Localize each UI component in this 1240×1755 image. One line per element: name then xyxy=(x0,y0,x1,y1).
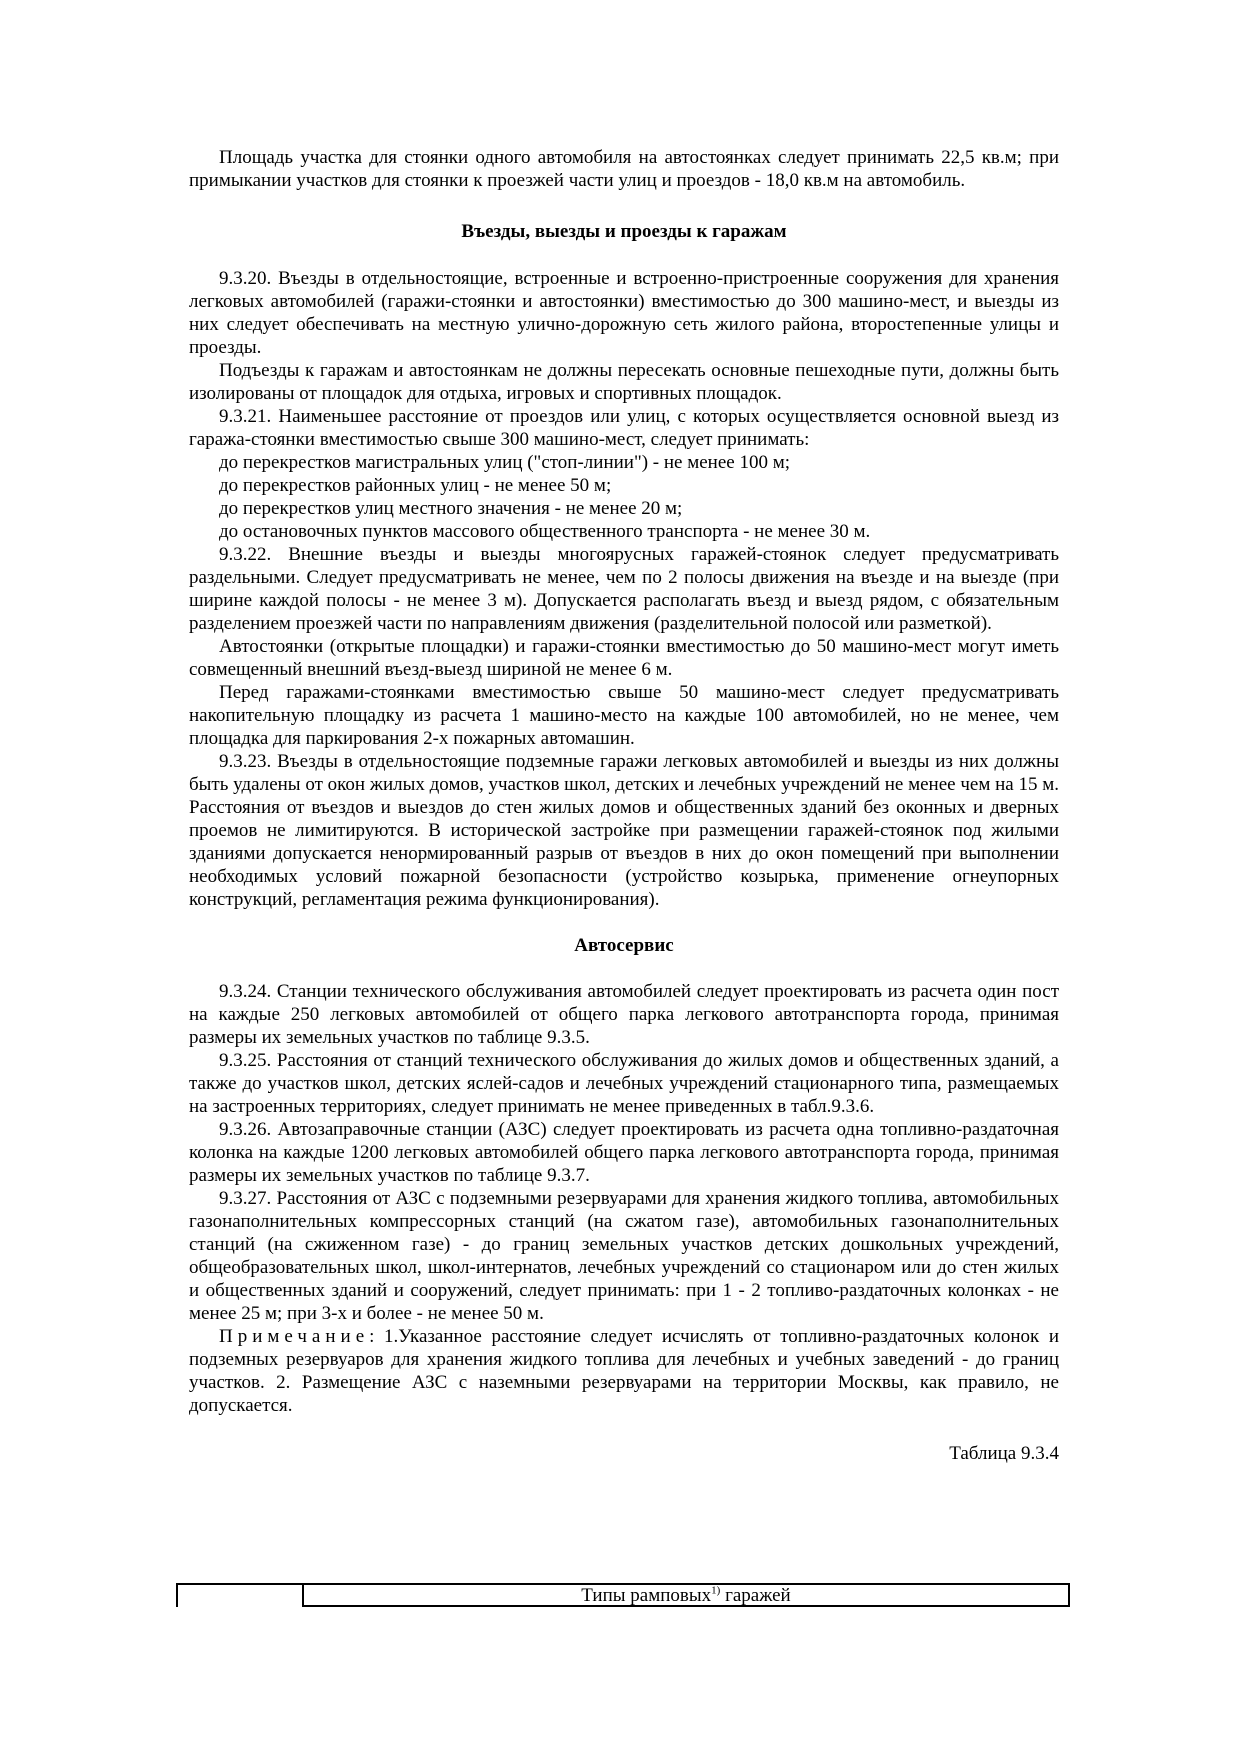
list-item-distance-main-streets: до перекрестков магистральных улиц ("стоп-линии") - не менее 100 м; xyxy=(219,452,791,473)
paragraph-9-3-23: 9.3.23. Въезды в отдельностоящие подземные гаражи легковых автомобилей и выезды из них должны быть удалены от окон жилых домов, участков школ, детских и лечебных учреждений не менее чем на 15 м. Расстояния от въездов и выездов до стен жилых домов и общественных зданий без оконных и дверных проемов не лимитируются. В исторической застройке при размещении гаражей-стоянок под жилыми зданиями допускается ненормированный разрыв от въездов в них до окон помещений при выполнении необходимых условий пожарной безопасности (устройство козырька, применение огнеупорных конструкций, регламентация режима функционирования). xyxy=(189,751,1059,910)
table-header-ramp-garage-types xyxy=(302,1583,1070,1607)
note-text: : 1.Указанное расстояние следует исчислять от топливно-раздаточных колонок и подземных резервуаров для хранения жидкого топлива для лечебных и учебных заведений - до границ участков. 2. Размещение АЗС с наземными резервуарами на территории Москвы, как правило, не допускается. xyxy=(189,1326,1059,1416)
section-heading-entrances: Въезды, выезды и проезды к гаражам xyxy=(461,221,787,242)
paragraph-9-3-27: 9.3.27. Расстояния от АЗС с подземными резервуарами для хранения жидкого топлива, автомобильных газонаполнительных компрессорных станций (на сжатом газе), автомобильных газонаполнительных станций (на сжиженном газе) - до границ земельных участков детских дошкольных учреждений, общеобразовательных школ, школ-интернатов, лечебных учреждений со стационаром или до стен жилых и общественных зданий и сооружений, следует принимать: при 1 - 2 топливо-раздаточных колонках - не менее 25 м; при 3-х и более - не менее 50 м. xyxy=(189,1188,1059,1324)
paragraph-9-3-25: 9.3.25. Расстояния от станций технического обслуживания до жилых домов и общественных зданий, а также до участков школ, детских яслей-садов и лечебных учреждений стационарного типа, размещаемых на застроенных территориях, следует принимать не менее приведенных в табл.9.3.6. xyxy=(189,1050,1059,1117)
document-body xyxy=(189,146,1059,1465)
paragraph-note xyxy=(189,1325,1059,1417)
paragraph-approaches: Подъезды к гаражам и автостоянкам не должны пересекать основные пешеходные пути, должны быть изолированы от площадок для отдыха, игровых и спортивных площадок. xyxy=(189,360,1059,404)
paragraph-9-3-20: 9.3.20. Въезды в отдельностоящие, встроенные и встроенно-пристроенные сооружения для хранения легковых автомобилей (гаражи-стоянки и автостоянки) вместимостью до 300 машино-мест, и выезды из них следует обеспечивать на местную улично-дорожную сеть жилого района, второстепенные улицы и проезды. xyxy=(189,268,1059,358)
paragraph-intro: Площадь участка для стоянки одного автомобиля на автостоянках следует принимать 22,5 кв.м; при примыкании участков для стоянки к проезжей части улиц и проездов - 18,0 кв.м на автомобиль. xyxy=(189,147,1059,191)
paragraph-9-3-21: 9.3.21. Наименьшее расстояние от проездов или улиц, с которых осуществляется основной выезд из гаража-стоянки вместимостью свыше 300 машино-мест, следует принимать: xyxy=(189,406,1059,450)
list-item-distance-transit-stops: до остановочных пунктов массового общественного транспорта - не менее 30 м. xyxy=(219,521,871,542)
table-caption: Таблица 9.3.4 xyxy=(949,1443,1059,1464)
table-header-text-after: гаражей xyxy=(720,1585,791,1606)
table-header-footnote-marker: 1) xyxy=(711,1584,721,1597)
section-heading-autoservice: Автосервис xyxy=(574,935,674,956)
list-item-distance-district-streets: до перекрестков районных улиц - не менее 50 м; xyxy=(219,475,612,496)
paragraph-9-3-24: 9.3.24. Станции технического обслуживания автомобилей следует проектировать из расчета один пост на каждые 250 легковых автомобилей от общего парка легкового автотранспорта города, принимая размеры их земельных участков по таблице 9.3.5. xyxy=(189,981,1059,1048)
note-label: Примечание xyxy=(219,1326,370,1347)
paragraph-open-parking: Автостоянки (открытые площадки) и гаражи-стоянки вместимостью до 50 машино-мест могут иметь совмещенный внешний въезд-выезд шириной не менее 6 м. xyxy=(189,636,1059,680)
table-9-3-4 xyxy=(176,1583,1070,1607)
paragraph-9-3-26: 9.3.26. Автозаправочные станции (АЗС) следует проектировать из расчета одна топливно-раздаточная колонка на каждые 1200 легковых автомобилей общего парка легкового автотранспорта города, принимая размеры их земельных участков по таблице 9.3.7. xyxy=(189,1119,1059,1186)
paragraph-accumulation-area: Перед гаражами-стоянками вместимостью свыше 50 машино-мест следует предусматривать накопительную площадку из расчета 1 машино-место на каждые 100 автомобилей, но не менее, чем площадка для паркирования 2-х пожарных автомашин. xyxy=(189,682,1059,749)
table-header-text: Типы рамповых xyxy=(581,1585,712,1606)
table-header-empty-cell xyxy=(176,1583,302,1607)
list-item-distance-local-streets: до перекрестков улиц местного значения - не менее 20 м; xyxy=(219,498,683,519)
paragraph-9-3-22: 9.3.22. Внешние въезды и выезды многоярусных гаражей-стоянок следует предусматривать раздельными. Следует предусматривать не менее, чем по 2 полосы движения на въезде и на выезде (при ширине каждой полосы - не менее 3 м). Допускается располагать въезд и выезд рядом, с обязательным разделением проезжей части по направлениям движения (разделительной полосой или разметкой). xyxy=(189,544,1059,634)
